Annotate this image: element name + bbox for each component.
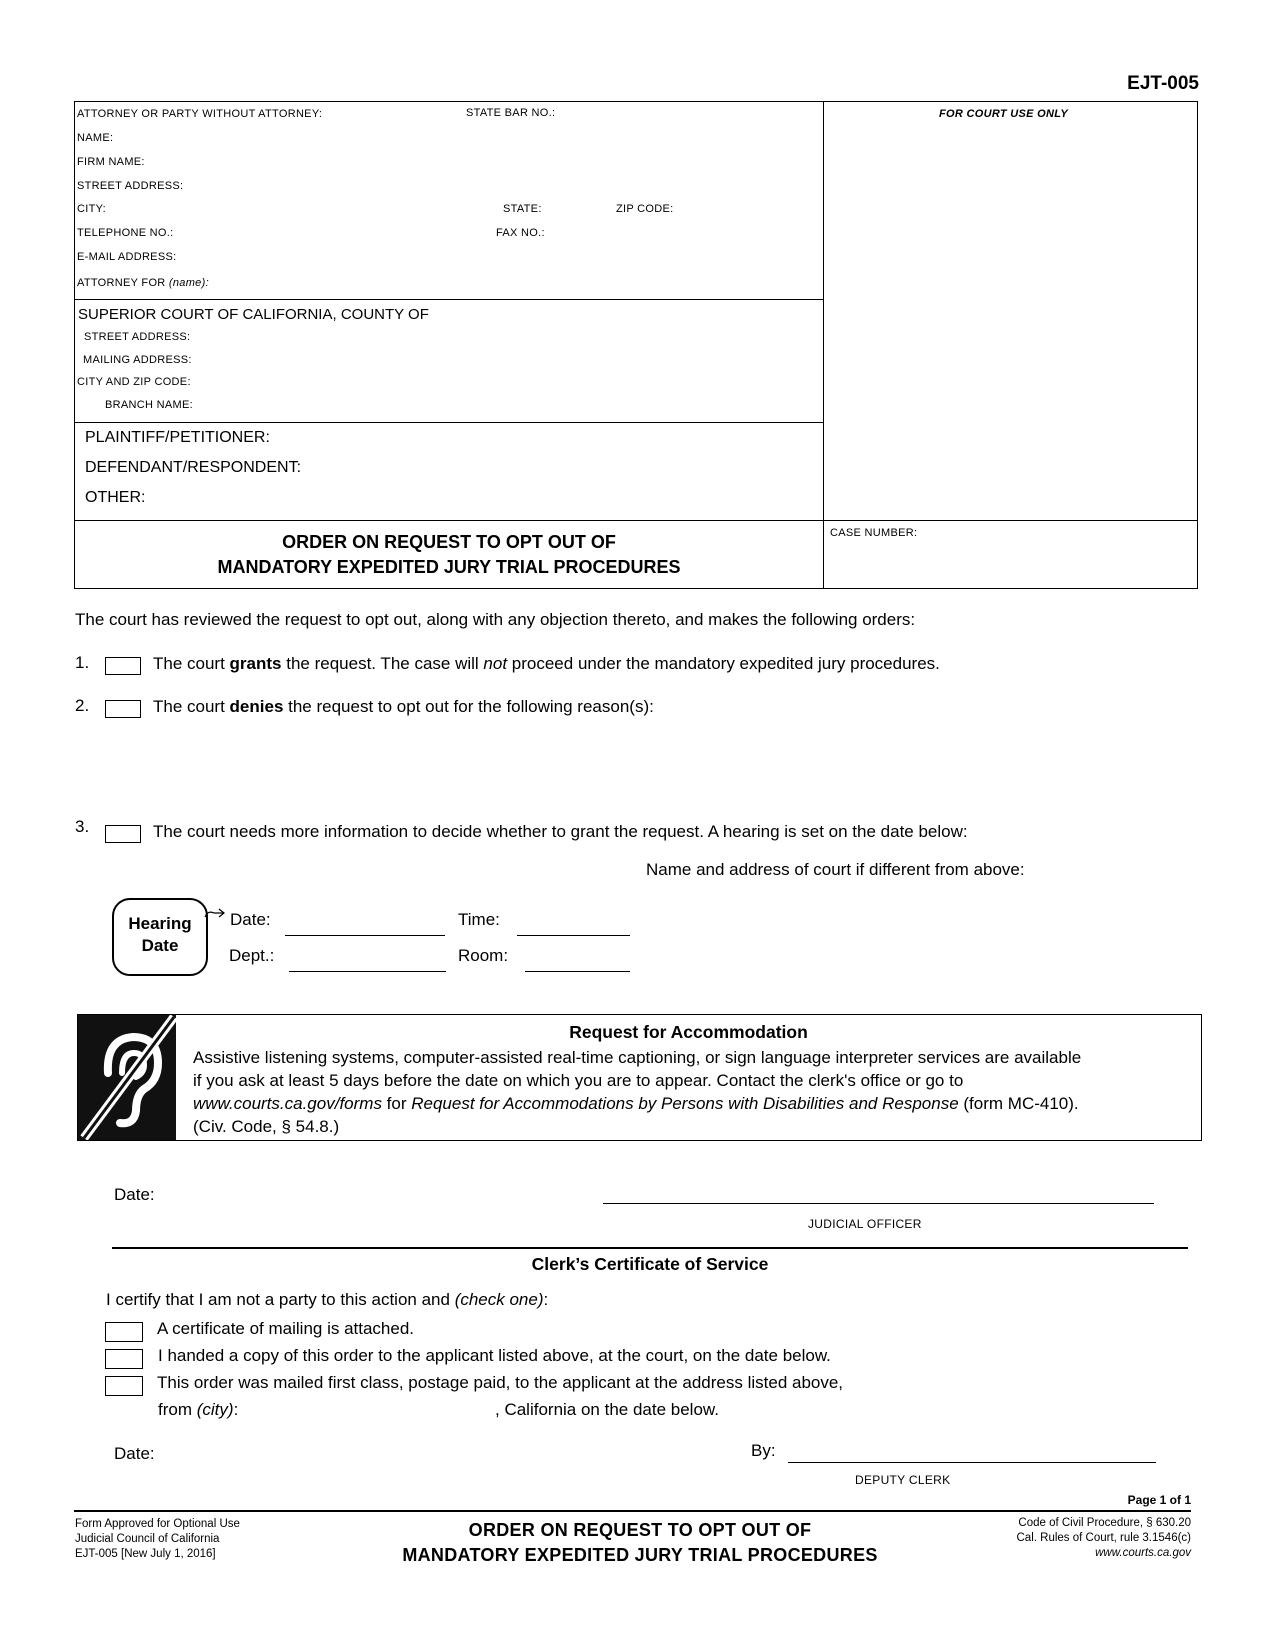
mailing-attached-checkbox[interactable]: [105, 1322, 143, 1342]
accommodation-line2: if you ask at least 5 days before the date on which you are to appear. Contact the clerk's office or go to: [193, 1071, 964, 1090]
attorney-for-text: ATTORNEY FOR: [77, 277, 166, 289]
item2-denies: denies: [229, 697, 284, 716]
city-colon: :: [233, 1400, 239, 1419]
certificate-intro: [106, 1290, 548, 1310]
certificate-check-one: (check one): [454, 1290, 544, 1309]
item3-number: 3.: [75, 817, 90, 836]
hearing-room-line[interactable]: [525, 971, 630, 972]
accommodation-line4: (Civ. Code, § 54.8.): [193, 1117, 340, 1136]
state-label: STATE:: [503, 203, 542, 215]
item3-text: The court needs more information to decide whether to grant the request. A hearing is set on the date below:: [153, 822, 968, 841]
telephone-label: TELEPHONE NO.:: [77, 227, 174, 239]
item1-number: 1.: [75, 653, 90, 672]
item2-text-c: the request to opt out for the following reason(s):: [283, 697, 654, 716]
courts-forms-link[interactable]: www.courts.ca.gov/forms: [193, 1094, 382, 1113]
footer-title-line2: MANDATORY EXPEDITED JURY TRIAL PROCEDURES: [402, 1545, 878, 1565]
accommodation-line3-mid: for: [381, 1094, 412, 1113]
footer-right-line2: Cal. Rules of Court, rule 3.1546(c): [1016, 1532, 1191, 1544]
grant-checkbox[interactable]: [105, 657, 141, 675]
firm-name-label: FIRM NAME:: [77, 156, 145, 168]
item1-text-a: The court: [153, 654, 230, 673]
judicial-officer-label: JUDICIAL OFFICER: [808, 1217, 922, 1231]
form-title-line2: MANDATORY EXPEDITED JURY TRIAL PROCEDURES: [217, 557, 681, 577]
footer-right-line1: Code of Civil Procedure, § 630.20: [1018, 1517, 1191, 1529]
clerk-date-label: Date:: [114, 1444, 155, 1463]
signature-date-label: Date:: [114, 1185, 155, 1204]
item2-text: [153, 697, 654, 717]
by-label: By:: [751, 1441, 776, 1460]
from-label: from: [158, 1400, 197, 1419]
footer-left-line1: Form Approved for Optional Use: [75, 1518, 240, 1530]
option-handed-copy: I handed a copy of this order to the applicant listed above, at the court, on the date below.: [158, 1346, 831, 1365]
item1-not: not: [483, 654, 508, 673]
accommodation-line3-end: (form MC-410).: [958, 1094, 1079, 1113]
attorney-for-name-hint: (name):: [168, 277, 209, 289]
certificate-title: Clerk’s Certificate of Service: [531, 1254, 769, 1274]
hearing-time-line[interactable]: [517, 935, 630, 936]
accommodation-title: Request for Accommodation: [569, 1022, 808, 1042]
option-mailed-line1: This order was mailed first class, postage paid, to the applicant at the address listed above,: [157, 1373, 844, 1392]
option-mailing-attached: A certificate of mailing is attached.: [157, 1319, 415, 1338]
attorney-court-divider: [74, 299, 824, 300]
more-info-checkbox[interactable]: [105, 825, 141, 843]
city-hint: (city): [196, 1400, 234, 1419]
footer-title-line1: ORDER ON REQUEST TO OPT OUT OF: [468, 1520, 812, 1540]
hearing-impaired-icon: [78, 1015, 176, 1140]
header-frame: [74, 101, 1198, 589]
court-mailing-label: MAILING ADDRESS:: [83, 354, 192, 366]
other-label: OTHER:: [85, 489, 146, 506]
fax-label: FAX NO.:: [496, 227, 545, 239]
name-label: NAME:: [77, 132, 114, 144]
option-mailed-from: [158, 1400, 238, 1420]
hearing-dept-line[interactable]: [289, 971, 446, 972]
certificate-intro-c: :: [543, 1290, 549, 1309]
court-address-label: Name and address of court if different from above:: [646, 860, 1025, 879]
accommodation-form-name: Request for Accommodations by Persons with Disabilities and Response: [411, 1094, 959, 1113]
case-number-label: CASE NUMBER:: [830, 527, 918, 539]
handed-copy-checkbox[interactable]: [105, 1349, 143, 1369]
mailed-copy-checkbox[interactable]: [105, 1376, 143, 1396]
certificate-divider: [112, 1247, 1188, 1249]
footer-courts-link[interactable]: www.courts.ca.gov: [1095, 1547, 1191, 1559]
state-bar-label: STATE BAR NO.:: [466, 107, 556, 119]
hearing-date-line[interactable]: [285, 935, 445, 936]
option-mailed-california: , California on the date below.: [495, 1400, 719, 1419]
clerk-signature-line[interactable]: [788, 1462, 1156, 1463]
street-address-label: STREET ADDRESS:: [77, 180, 184, 192]
title-divider: [74, 520, 1198, 521]
defendant-label: DEFENDANT/RESPONDENT:: [85, 459, 302, 476]
email-label: E-MAIL ADDRESS:: [77, 251, 177, 263]
court-use-label: FOR COURT USE ONLY: [939, 108, 1069, 120]
hearing-arrow-icon: [204, 908, 226, 922]
item2-number: 2.: [75, 696, 90, 715]
deny-checkbox[interactable]: [105, 700, 141, 718]
court-city-zip-label: CITY AND ZIP CODE:: [77, 376, 191, 388]
court-street-label: STREET ADDRESS:: [84, 331, 191, 343]
zip-code-label: ZIP CODE:: [616, 203, 674, 215]
form-id: EJT-005: [1127, 73, 1199, 94]
item1-grants: grants: [229, 654, 282, 673]
item1-text-c: the request. The case will: [281, 654, 484, 673]
court-parties-divider: [74, 422, 824, 423]
accommodation-text: [193, 1046, 1081, 1138]
attorney-for-label: [77, 277, 209, 289]
court-use-divider: [823, 101, 824, 589]
hearing-date-label: Date:: [230, 910, 271, 929]
hearing-badge-text: [112, 913, 208, 957]
hearing-room-label: Room:: [458, 946, 509, 965]
footer-divider: [74, 1510, 1191, 1512]
item1-text-e: proceed under the mandatory expedited jury procedures.: [507, 654, 940, 673]
intro-text: The court has reviewed the request to opt out, along with any objection thereto, and makes the following orders:: [75, 610, 916, 629]
certificate-intro-a: I certify that I am not a party to this action and: [106, 1290, 455, 1309]
hearing-time-label: Time:: [458, 910, 500, 929]
city-label: CITY:: [77, 203, 107, 215]
footer-title: [340, 1518, 940, 1568]
item1-text: [153, 654, 940, 674]
attorney-label: ATTORNEY OR PARTY WITHOUT ATTORNEY:: [77, 108, 323, 120]
item2-text-a: The court: [153, 697, 230, 716]
court-branch-label: BRANCH NAME:: [105, 399, 193, 411]
hearing-badge-line2: Date: [141, 936, 179, 955]
plaintiff-label: PLAINTIFF/PETITIONER:: [85, 429, 270, 446]
footer-right: [1017, 1516, 1192, 1561]
judicial-signature-line[interactable]: [603, 1203, 1154, 1204]
accommodation-line1: Assistive listening systems, computer-assisted real-time captioning, or sign language interpreter services are available: [193, 1048, 1082, 1067]
footer-left-line3: EJT-005 [New July 1, 2016]: [75, 1548, 216, 1560]
accommodation-line3: [193, 1092, 1081, 1115]
form-title-line1: ORDER ON REQUEST TO OPT OUT OF: [282, 532, 616, 552]
deputy-clerk-label: DEPUTY CLERK: [855, 1473, 951, 1487]
hearing-dept-label: Dept.:: [229, 946, 275, 965]
court-title: SUPERIOR COURT OF CALIFORNIA, COUNTY OF: [78, 306, 429, 323]
page-number: Page 1 of 1: [1127, 1493, 1191, 1507]
footer-left-line2: Judicial Council of California: [75, 1533, 220, 1545]
footer-left: [75, 1517, 240, 1562]
hearing-badge-line1: Hearing: [128, 914, 192, 933]
